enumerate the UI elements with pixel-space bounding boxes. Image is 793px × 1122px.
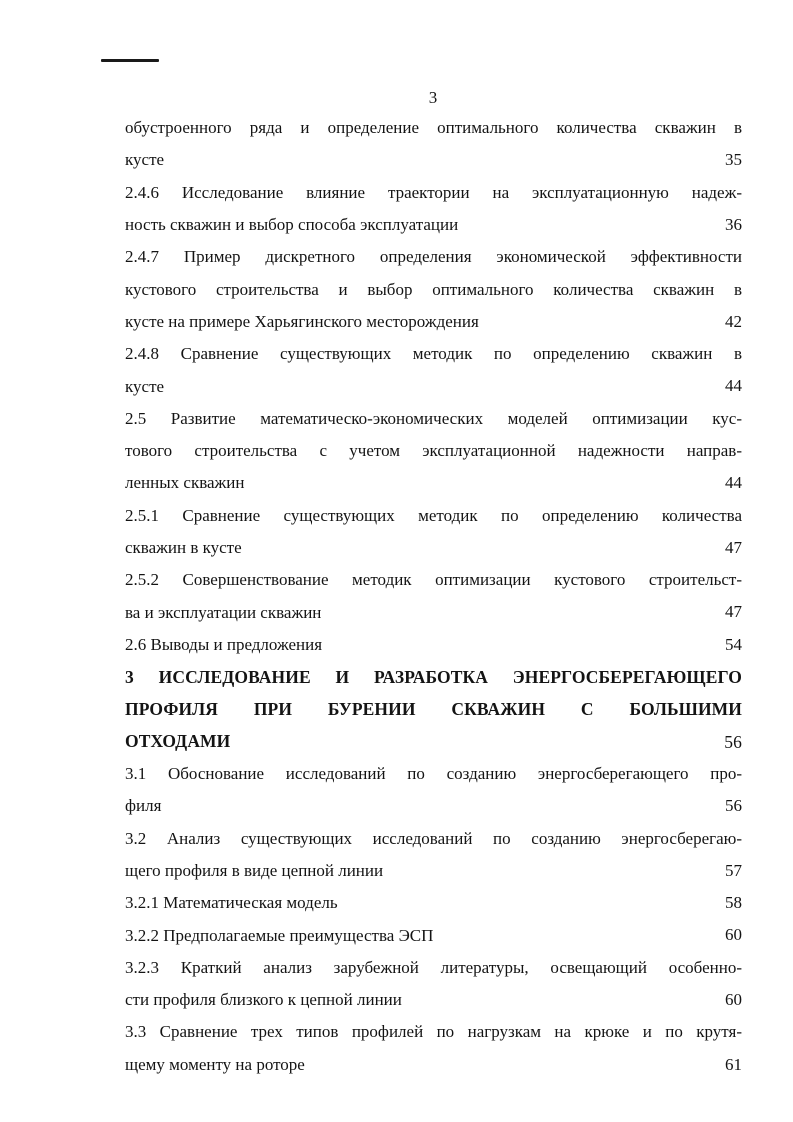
toc-entry-line — [125, 177, 742, 209]
toc-entry-text: 3.2.3 Краткий анализ зарубежной литературы, освещающий особенно- — [125, 957, 742, 977]
toc-entry-line — [125, 887, 742, 919]
toc-page-number: 57 — [725, 860, 742, 880]
toc-entry-line — [125, 790, 742, 822]
toc-entry-line — [125, 467, 742, 499]
toc-heading-line — [125, 661, 742, 693]
toc-entry-text: ленных скважин — [125, 473, 245, 493]
toc-entry-line — [125, 338, 742, 370]
toc-heading-line — [125, 726, 742, 758]
toc-entry-text: 2.4.6 Исследование влияние траектории на эксплуатационную надеж- — [125, 182, 742, 202]
toc-entry-text: ва и эксплуатации скважин — [125, 602, 322, 622]
toc-entry-line — [125, 1049, 742, 1081]
toc-entry-text: сти профиля близкого к цепной линии — [125, 990, 402, 1010]
toc-entry-text: щего профиля в виде цепной линии — [125, 860, 384, 880]
toc-page-number: 36 — [725, 214, 742, 234]
toc-page-number: 47 — [725, 602, 742, 622]
toc-entry-line — [125, 306, 742, 338]
toc-entry-text: 3.2.2 Предполагаемые преимущества ЭСП — [125, 925, 434, 945]
toc-page-number: 58 — [725, 893, 742, 913]
page-number: 3 — [428, 88, 438, 107]
toc-entry-text: 2.6 Выводы и предложения — [125, 634, 323, 654]
toc-entry-line — [125, 758, 742, 790]
toc-entry-text: кустового строительства и выбор оптимального количества скважин в — [125, 279, 742, 299]
toc-entry-line — [125, 403, 742, 435]
toc-entry-text: ОТХОДАМИ — [125, 731, 231, 752]
toc-entry-text: кусте — [125, 150, 165, 170]
toc-page-number: 44 — [725, 376, 742, 396]
toc-entry-text: 3.2 Анализ существующих исследований по созданию энергосберегаю- — [125, 828, 742, 848]
toc-entry-text: ность скважин и выбор способа эксплуатации — [125, 215, 459, 235]
toc-entry-text: 3.1 Обоснование исследований по созданию энергосберегающего про- — [125, 764, 742, 784]
toc-entry-text: кусте на примере Харьягинского месторождения — [125, 311, 479, 331]
toc-entry-text: щему моменту на роторе — [125, 1054, 305, 1074]
toc-entry-line — [125, 919, 742, 951]
toc-page-number: 60 — [725, 925, 742, 945]
toc-entry-text: 2.4.7 Пример дискретного определения экономической эффективности — [125, 247, 742, 267]
toc-page-number: 47 — [725, 537, 742, 557]
scan-mark — [101, 59, 159, 62]
toc-entry-text: кусте — [125, 376, 165, 396]
toc-entry-text: обустроенного ряда и определение оптимального количества скважин в — [125, 118, 742, 138]
toc-entry-text: филя — [125, 796, 162, 816]
toc-entry-line — [125, 273, 742, 305]
toc-entry-line — [125, 241, 742, 273]
toc-entry-line — [125, 209, 742, 241]
toc-page-number: 42 — [725, 311, 742, 331]
toc-entry-line — [125, 952, 742, 984]
toc-entry-line — [125, 144, 742, 176]
toc-entry-text: 3 ИССЛЕДОВАНИЕ И РАЗРАБОТКА ЭНЕРГОСБЕРЕГАЮЩЕГО — [125, 666, 742, 687]
table-of-contents — [125, 112, 742, 1081]
toc-entry-line — [125, 564, 742, 596]
toc-entry-line — [125, 855, 742, 887]
toc-entry-text: 2.5.1 Сравнение существующих методик по определению количества — [125, 505, 742, 525]
toc-entry-line — [125, 629, 742, 661]
toc-entry-line — [125, 435, 742, 467]
toc-entry-line — [125, 984, 742, 1016]
toc-entry-text: 2.5 Развитие математическо-экономических моделей оптимизации кус- — [125, 408, 742, 428]
toc-entry-line — [125, 823, 742, 855]
toc-entry-line — [125, 500, 742, 532]
toc-entry-line — [125, 596, 742, 628]
toc-page-number: 35 — [725, 150, 742, 170]
toc-page-number: 44 — [725, 473, 742, 493]
toc-entry-text: 3.3 Сравнение трех типов профилей по нагрузкам на крюке и по крутя- — [125, 1022, 742, 1042]
toc-page-number: 61 — [725, 1054, 742, 1074]
toc-entry-text: скважин в кусте — [125, 538, 242, 557]
toc-page-number: 56 — [724, 731, 742, 752]
toc-page-number: 60 — [725, 990, 742, 1010]
toc-entry-text: 3.2.1 Математическая модель — [125, 893, 338, 913]
toc-entry-line — [125, 532, 742, 564]
toc-heading-line — [125, 693, 742, 725]
toc-entry-text: ПРОФИЛЯ ПРИ БУРЕНИИ СКВАЖИН С БОЛЬШИМИ — [125, 698, 742, 719]
toc-entry-line — [125, 112, 742, 144]
toc-page-number: 54 — [725, 634, 742, 654]
toc-entry-text: 2.5.2 Совершенствование методик оптимизации кустового строительст- — [125, 570, 742, 590]
toc-page-number: 56 — [725, 796, 742, 816]
toc-entry-line — [125, 370, 742, 402]
toc-entry-text: тового строительства с учетом эксплуатационной надежности направ- — [125, 441, 742, 461]
toc-entry-line — [125, 1016, 742, 1048]
toc-entry-text: 2.4.8 Сравнение существующих методик по определению скважин в — [125, 344, 742, 364]
